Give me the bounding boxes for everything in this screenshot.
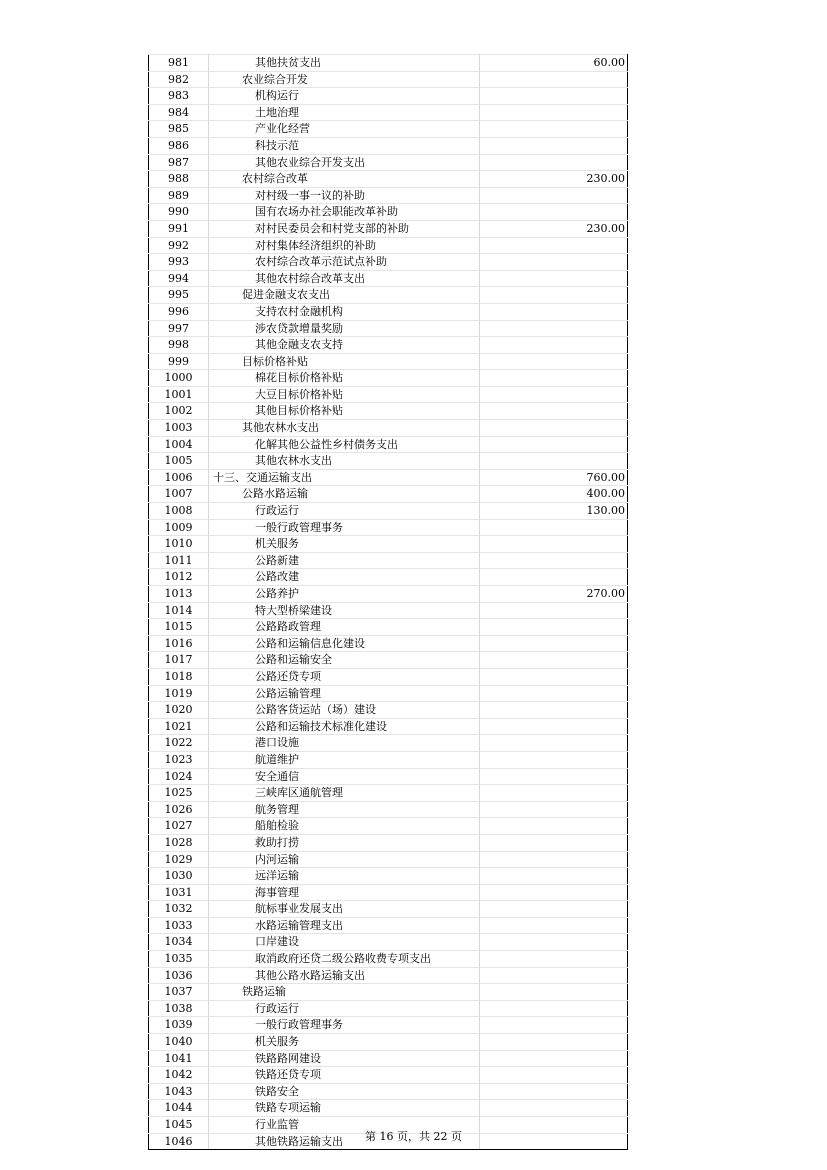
table-row	[149, 1000, 628, 1017]
row-number: 990	[149, 204, 209, 221]
item-amount	[480, 370, 628, 387]
item-name: 港口设施	[209, 735, 480, 752]
item-name: 安全通信	[209, 768, 480, 785]
item-amount	[480, 403, 628, 420]
table-row	[149, 668, 628, 685]
table-row	[149, 287, 628, 304]
item-name: 其他公路水路运输支出	[209, 967, 480, 984]
budget-table	[148, 54, 628, 1150]
item-amount	[480, 88, 628, 105]
row-number: 991	[149, 220, 209, 237]
table-row	[149, 1050, 628, 1067]
item-name: 其他农村综合改革支出	[209, 270, 480, 287]
item-amount	[480, 1050, 628, 1067]
item-amount	[480, 569, 628, 586]
item-name: 农村综合改革	[209, 171, 480, 188]
item-name: 特大型桥梁建设	[209, 602, 480, 619]
item-name: 公路水路运输	[209, 486, 480, 503]
item-amount	[480, 187, 628, 204]
table-row	[149, 254, 628, 271]
item-amount	[480, 834, 628, 851]
row-number: 1036	[149, 967, 209, 984]
item-name: 其他铁路运输支出	[209, 1133, 480, 1150]
item-amount	[480, 967, 628, 984]
row-number: 1027	[149, 818, 209, 835]
item-name: 机关服务	[209, 536, 480, 553]
item-name: 行政运行	[209, 503, 480, 520]
row-number: 1022	[149, 735, 209, 752]
row-number: 1031	[149, 884, 209, 901]
item-amount	[480, 270, 628, 287]
item-name: 口岸建设	[209, 934, 480, 951]
row-number: 993	[149, 254, 209, 271]
row-number: 1007	[149, 486, 209, 503]
item-name: 一般行政管理事务	[209, 1017, 480, 1034]
item-name: 行业监管	[209, 1117, 480, 1134]
table-row	[149, 71, 628, 88]
table-row	[149, 386, 628, 403]
item-amount	[480, 668, 628, 685]
item-amount	[480, 735, 628, 752]
item-amount	[480, 386, 628, 403]
table-row	[149, 635, 628, 652]
item-name: 公路和运输信息化建设	[209, 635, 480, 652]
table-row	[149, 403, 628, 420]
table-row	[149, 320, 628, 337]
row-number: 1008	[149, 503, 209, 520]
item-name: 其他金融支农支持	[209, 337, 480, 354]
row-number: 1012	[149, 569, 209, 586]
item-name: 水路运输管理支出	[209, 917, 480, 934]
row-number: 1017	[149, 652, 209, 669]
row-number: 992	[149, 237, 209, 254]
item-name: 国有农场办社会职能改革补助	[209, 204, 480, 221]
row-number: 1037	[149, 984, 209, 1001]
item-name: 棉花目标价格补贴	[209, 370, 480, 387]
item-amount	[480, 237, 628, 254]
item-name: 铁路运输	[209, 984, 480, 1001]
item-name: 铁路专项运输	[209, 1100, 480, 1117]
item-amount	[480, 768, 628, 785]
item-name: 其他农林水支出	[209, 453, 480, 470]
item-name: 对村级一事一议的补助	[209, 187, 480, 204]
item-name: 行政运行	[209, 1000, 480, 1017]
item-amount	[480, 718, 628, 735]
table-row	[149, 586, 628, 603]
row-number: 988	[149, 171, 209, 188]
row-number: 999	[149, 353, 209, 370]
item-amount	[480, 519, 628, 536]
item-name: 海事管理	[209, 884, 480, 901]
row-number: 1019	[149, 685, 209, 702]
row-number: 1040	[149, 1034, 209, 1051]
item-amount	[480, 635, 628, 652]
item-name: 促进金融支农支出	[209, 287, 480, 304]
row-number: 1021	[149, 718, 209, 735]
table-row	[149, 270, 628, 287]
row-number: 998	[149, 337, 209, 354]
table-row	[149, 1017, 628, 1034]
row-number: 1013	[149, 586, 209, 603]
row-number: 1034	[149, 934, 209, 951]
item-name: 其他农业综合开发支出	[209, 154, 480, 171]
item-amount	[480, 818, 628, 835]
item-amount	[480, 104, 628, 121]
row-number: 1033	[149, 917, 209, 934]
table-row	[149, 602, 628, 619]
item-name: 目标价格补贴	[209, 353, 480, 370]
item-amount: 230.00	[480, 220, 628, 237]
item-amount	[480, 702, 628, 719]
row-number: 1035	[149, 951, 209, 968]
item-name: 公路和运输安全	[209, 652, 480, 669]
row-number: 1024	[149, 768, 209, 785]
row-number: 1030	[149, 868, 209, 885]
item-amount	[480, 121, 628, 138]
item-name: 三峡库区通航管理	[209, 785, 480, 802]
table-row	[149, 785, 628, 802]
item-amount: 400.00	[480, 486, 628, 503]
item-amount	[480, 254, 628, 271]
item-name: 公路改建	[209, 569, 480, 586]
table-row	[149, 834, 628, 851]
row-number: 989	[149, 187, 209, 204]
table-row	[149, 436, 628, 453]
row-number: 995	[149, 287, 209, 304]
item-name: 农村综合改革示范试点补助	[209, 254, 480, 271]
item-name: 化解其他公益性乡村债务支出	[209, 436, 480, 453]
row-number: 996	[149, 303, 209, 320]
table-row	[149, 204, 628, 221]
table-row	[149, 220, 628, 237]
row-number: 997	[149, 320, 209, 337]
table-row	[149, 751, 628, 768]
row-number: 1004	[149, 436, 209, 453]
table-row	[149, 353, 628, 370]
table-row	[149, 171, 628, 188]
row-number: 1029	[149, 851, 209, 868]
item-name: 铁路安全	[209, 1083, 480, 1100]
item-name: 机关服务	[209, 1034, 480, 1051]
row-number: 1020	[149, 702, 209, 719]
row-number: 982	[149, 71, 209, 88]
row-number: 1018	[149, 668, 209, 685]
item-amount	[480, 137, 628, 154]
table-row	[149, 652, 628, 669]
item-amount	[480, 619, 628, 636]
item-name: 其他目标价格补贴	[209, 403, 480, 420]
item-name: 救助打捞	[209, 834, 480, 851]
item-amount	[480, 337, 628, 354]
item-amount	[480, 652, 628, 669]
table-row	[149, 984, 628, 1001]
item-name: 远洋运输	[209, 868, 480, 885]
row-number: 1046	[149, 1133, 209, 1150]
table-row	[149, 735, 628, 752]
item-amount	[480, 1000, 628, 1017]
row-number: 981	[149, 55, 209, 72]
item-name: 铁路还贷专项	[209, 1067, 480, 1084]
table-row	[149, 718, 628, 735]
row-number: 1002	[149, 403, 209, 420]
row-number: 983	[149, 88, 209, 105]
table-row	[149, 967, 628, 984]
table-row	[149, 503, 628, 520]
row-number: 1005	[149, 453, 209, 470]
table-row	[149, 337, 628, 354]
table-row	[149, 884, 628, 901]
item-amount	[480, 984, 628, 1001]
item-amount	[480, 868, 628, 885]
table-row	[149, 1083, 628, 1100]
row-number: 994	[149, 270, 209, 287]
table-row	[149, 901, 628, 918]
item-amount	[480, 901, 628, 918]
item-amount	[480, 204, 628, 221]
item-amount	[480, 934, 628, 951]
table-row	[149, 868, 628, 885]
table-row	[149, 934, 628, 951]
table-row	[149, 619, 628, 636]
item-amount	[480, 785, 628, 802]
table-row	[149, 154, 628, 171]
item-name: 大豆目标价格补贴	[209, 386, 480, 403]
table-row	[149, 917, 628, 934]
item-name: 产业化经营	[209, 121, 480, 138]
table-row	[149, 187, 628, 204]
item-amount: 60.00	[480, 55, 628, 72]
item-amount: 130.00	[480, 503, 628, 520]
row-number: 1044	[149, 1100, 209, 1117]
item-name: 公路运输管理	[209, 685, 480, 702]
item-amount	[480, 801, 628, 818]
item-amount: 760.00	[480, 469, 628, 486]
item-name: 铁路路网建设	[209, 1050, 480, 1067]
row-number: 1045	[149, 1117, 209, 1134]
row-number: 1026	[149, 801, 209, 818]
row-number: 1011	[149, 552, 209, 569]
row-number: 1032	[149, 901, 209, 918]
table-row	[149, 552, 628, 569]
table-row	[149, 1067, 628, 1084]
item-name: 公路还贷专项	[209, 668, 480, 685]
table-row	[149, 303, 628, 320]
item-amount: 270.00	[480, 586, 628, 603]
item-amount	[480, 453, 628, 470]
table-row	[149, 137, 628, 154]
item-amount: 230.00	[480, 171, 628, 188]
table-row	[149, 1100, 628, 1117]
item-name: 公路新建	[209, 552, 480, 569]
row-number: 1009	[149, 519, 209, 536]
item-name: 对村民委员会和村党支部的补助	[209, 220, 480, 237]
table-row	[149, 702, 628, 719]
row-number: 986	[149, 137, 209, 154]
item-amount	[480, 71, 628, 88]
item-amount	[480, 751, 628, 768]
table-row	[149, 801, 628, 818]
table-row	[149, 536, 628, 553]
row-number: 1023	[149, 751, 209, 768]
row-number: 1025	[149, 785, 209, 802]
item-amount	[480, 436, 628, 453]
item-name: 科技示范	[209, 137, 480, 154]
table-row	[149, 685, 628, 702]
row-number: 1015	[149, 619, 209, 636]
item-amount	[480, 1034, 628, 1051]
item-amount	[480, 1017, 628, 1034]
row-number: 985	[149, 121, 209, 138]
table-row	[149, 88, 628, 105]
row-number: 1038	[149, 1000, 209, 1017]
table-row	[149, 951, 628, 968]
item-name: 十三、交通运输支出	[209, 469, 480, 486]
row-number: 1014	[149, 602, 209, 619]
row-number: 1043	[149, 1083, 209, 1100]
item-name: 公路路政管理	[209, 619, 480, 636]
item-amount	[480, 303, 628, 320]
item-name: 土地治理	[209, 104, 480, 121]
table-row	[149, 104, 628, 121]
item-name: 取消政府还贷二级公路收费专项支出	[209, 951, 480, 968]
table-row	[149, 237, 628, 254]
item-name: 支持农村金融机构	[209, 303, 480, 320]
item-name: 农业综合开发	[209, 71, 480, 88]
item-name: 航标事业发展支出	[209, 901, 480, 918]
row-number: 1016	[149, 635, 209, 652]
table-row	[149, 569, 628, 586]
item-amount	[480, 353, 628, 370]
row-number: 1003	[149, 420, 209, 437]
item-amount	[480, 1067, 628, 1084]
item-amount	[480, 685, 628, 702]
table-row	[149, 851, 628, 868]
item-name: 内河运输	[209, 851, 480, 868]
item-name: 其他农林水支出	[209, 420, 480, 437]
item-name: 航务管理	[209, 801, 480, 818]
table-row	[149, 469, 628, 486]
item-amount	[480, 602, 628, 619]
table-row	[149, 121, 628, 138]
item-amount	[480, 917, 628, 934]
row-number: 1039	[149, 1017, 209, 1034]
row-number: 987	[149, 154, 209, 171]
budget-table-body	[149, 55, 628, 1150]
table-row	[149, 370, 628, 387]
item-amount	[480, 287, 628, 304]
item-name: 公路客货运站（场）建设	[209, 702, 480, 719]
table-row	[149, 55, 628, 72]
item-amount	[480, 536, 628, 553]
row-number: 1041	[149, 1050, 209, 1067]
item-name: 涉农贷款增量奖励	[209, 320, 480, 337]
item-amount	[480, 154, 628, 171]
item-name: 对村集体经济组织的补助	[209, 237, 480, 254]
item-amount	[480, 851, 628, 868]
table-row	[149, 453, 628, 470]
table-row	[149, 420, 628, 437]
item-amount	[480, 420, 628, 437]
table-row	[149, 1034, 628, 1051]
row-number: 984	[149, 104, 209, 121]
item-amount	[480, 552, 628, 569]
item-name: 公路和运输技术标准化建设	[209, 718, 480, 735]
item-name: 船舶检验	[209, 818, 480, 835]
table-row	[149, 486, 628, 503]
item-name: 机构运行	[209, 88, 480, 105]
table-row	[149, 818, 628, 835]
table-row	[149, 519, 628, 536]
item-name: 其他扶贫支出	[209, 55, 480, 72]
item-amount	[480, 951, 628, 968]
row-number: 1028	[149, 834, 209, 851]
item-amount	[480, 884, 628, 901]
item-name: 一般行政管理事务	[209, 519, 480, 536]
item-amount	[480, 1100, 628, 1117]
row-number: 1006	[149, 469, 209, 486]
row-number: 1000	[149, 370, 209, 387]
row-number: 1010	[149, 536, 209, 553]
item-amount	[480, 320, 628, 337]
item-name: 公路养护	[209, 586, 480, 603]
row-number: 1042	[149, 1067, 209, 1084]
item-name: 航道维护	[209, 751, 480, 768]
page-footer: 第 16 页，共 22 页	[365, 1130, 462, 1143]
table-row	[149, 768, 628, 785]
item-amount	[480, 1083, 628, 1100]
row-number: 1001	[149, 386, 209, 403]
